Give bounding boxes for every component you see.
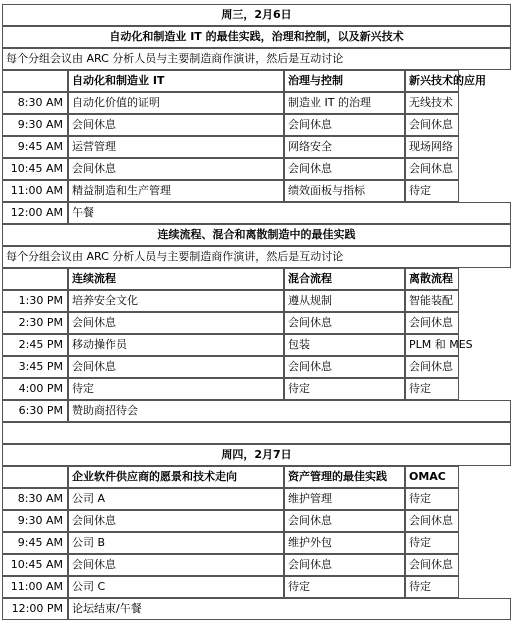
- time-slot: 12:00 PM: [2, 598, 68, 620]
- time-slot: 10:45 AM: [2, 158, 68, 180]
- session-cell: 维护外包: [284, 532, 405, 554]
- block-title: 连续流程、混合和离散制造中的最佳实践: [2, 224, 511, 246]
- session-span-cell: 论坛结束/午餐: [68, 598, 511, 620]
- blank-time-header: [2, 70, 68, 92]
- day-title: 周四，2月7日: [2, 444, 511, 466]
- session-cell: 会间休息: [68, 158, 284, 180]
- session-cell: 待定: [68, 378, 284, 400]
- session-cell: 运营管理: [68, 136, 284, 158]
- session-cell: 精益制造和生产管理: [68, 180, 284, 202]
- track-header: 企业软件供应商的愿景和技术走向: [68, 466, 284, 488]
- time-slot: 9:45 AM: [2, 532, 68, 554]
- session-cell: PLM 和 MES: [405, 334, 459, 356]
- session-cell: 待定: [405, 488, 459, 510]
- session-cell: 会间休息: [68, 554, 284, 576]
- session-cell: 绩效面板与指标: [284, 180, 405, 202]
- track-header: 自动化和制造业 IT: [68, 70, 284, 92]
- session-cell: 会间休息: [405, 554, 459, 576]
- block-note: 每个分组会议由 ARC 分析人员与主要制造商作演讲，然后是互动讨论: [2, 246, 511, 268]
- session-cell: 会间休息: [405, 510, 459, 532]
- session-cell: 制造业 IT 的治理: [284, 92, 405, 114]
- session-cell: 会间休息: [405, 114, 459, 136]
- track-header: 连续流程: [68, 268, 284, 290]
- time-slot: 3:45 PM: [2, 356, 68, 378]
- session-cell: 自动化价值的证明: [68, 92, 284, 114]
- track-header: 资产管理的最佳实践: [284, 466, 405, 488]
- session-cell: 会间休息: [284, 158, 405, 180]
- session-cell: 智能装配: [405, 290, 459, 312]
- time-slot: 12:00 AM: [2, 202, 68, 224]
- session-cell: 会间休息: [284, 356, 405, 378]
- track-header: 离散流程: [405, 268, 459, 290]
- time-slot: 1:30 PM: [2, 290, 68, 312]
- track-header: 治理与控制: [284, 70, 405, 92]
- time-slot: 9:30 AM: [2, 510, 68, 532]
- session-cell: 会间休息: [284, 510, 405, 532]
- session-cell: 会间休息: [68, 312, 284, 334]
- time-slot: 9:45 AM: [2, 136, 68, 158]
- time-slot: 9:30 AM: [2, 114, 68, 136]
- spacer-row: [2, 422, 511, 444]
- blank-time-header: [2, 268, 68, 290]
- session-cell: 移动操作员: [68, 334, 284, 356]
- day-title: 周三，2月6日: [2, 4, 511, 26]
- time-slot: 6:30 PM: [2, 400, 68, 422]
- time-slot: 11:00 AM: [2, 180, 68, 202]
- time-slot: 11:00 AM: [2, 576, 68, 598]
- session-cell: 会间休息: [284, 114, 405, 136]
- time-slot: 8:30 AM: [2, 92, 68, 114]
- session-cell: 公司 C: [68, 576, 284, 598]
- session-cell: 培养安全文化: [68, 290, 284, 312]
- session-span-cell: 赞助商招待会: [68, 400, 511, 422]
- session-cell: 待定: [284, 378, 405, 400]
- session-cell: 会间休息: [405, 158, 459, 180]
- session-cell: 待定: [405, 576, 459, 598]
- blank-time-header: [2, 466, 68, 488]
- agenda-table: [2, 1, 511, 629]
- session-cell: 会间休息: [68, 114, 284, 136]
- session-cell: 会间休息: [405, 356, 459, 378]
- time-slot: 2:45 PM: [2, 334, 68, 356]
- time-slot: 2:30 PM: [2, 312, 68, 334]
- session-cell: 维护管理: [284, 488, 405, 510]
- session-cell: 会间休息: [405, 312, 459, 334]
- session-cell: 包装: [284, 334, 405, 356]
- time-slot: 10:45 AM: [2, 554, 68, 576]
- session-cell: 会间休息: [68, 356, 284, 378]
- time-slot: 4:00 PM: [2, 378, 68, 400]
- session-cell: 无线技术: [405, 92, 459, 114]
- session-cell: 现场网络: [405, 136, 459, 158]
- time-slot: 8:30 AM: [2, 488, 68, 510]
- track-header: OMAC: [405, 466, 459, 488]
- session-cell: 网络安全: [284, 136, 405, 158]
- session-cell: 待定: [405, 378, 459, 400]
- session-cell: 公司 A: [68, 488, 284, 510]
- session-cell: 待定: [405, 532, 459, 554]
- session-cell: 会间休息: [284, 554, 405, 576]
- block-note: 每个分组会议由 ARC 分析人员与主要制造商作演讲，然后是互动讨论: [2, 48, 511, 70]
- session-span-cell: 午餐: [68, 202, 511, 224]
- session-cell: 会间休息: [68, 510, 284, 532]
- track-header: 新兴技术的应用: [405, 70, 459, 92]
- session-cell: 公司 B: [68, 532, 284, 554]
- session-cell: 待定: [284, 576, 405, 598]
- session-cell: 会间休息: [284, 312, 405, 334]
- session-cell: 遵从规制: [284, 290, 405, 312]
- track-header: 混合流程: [284, 268, 405, 290]
- block-title: 自动化和制造业 IT 的最佳实践，治理和控制，以及新兴技术: [2, 26, 511, 48]
- session-cell: 待定: [405, 180, 459, 202]
